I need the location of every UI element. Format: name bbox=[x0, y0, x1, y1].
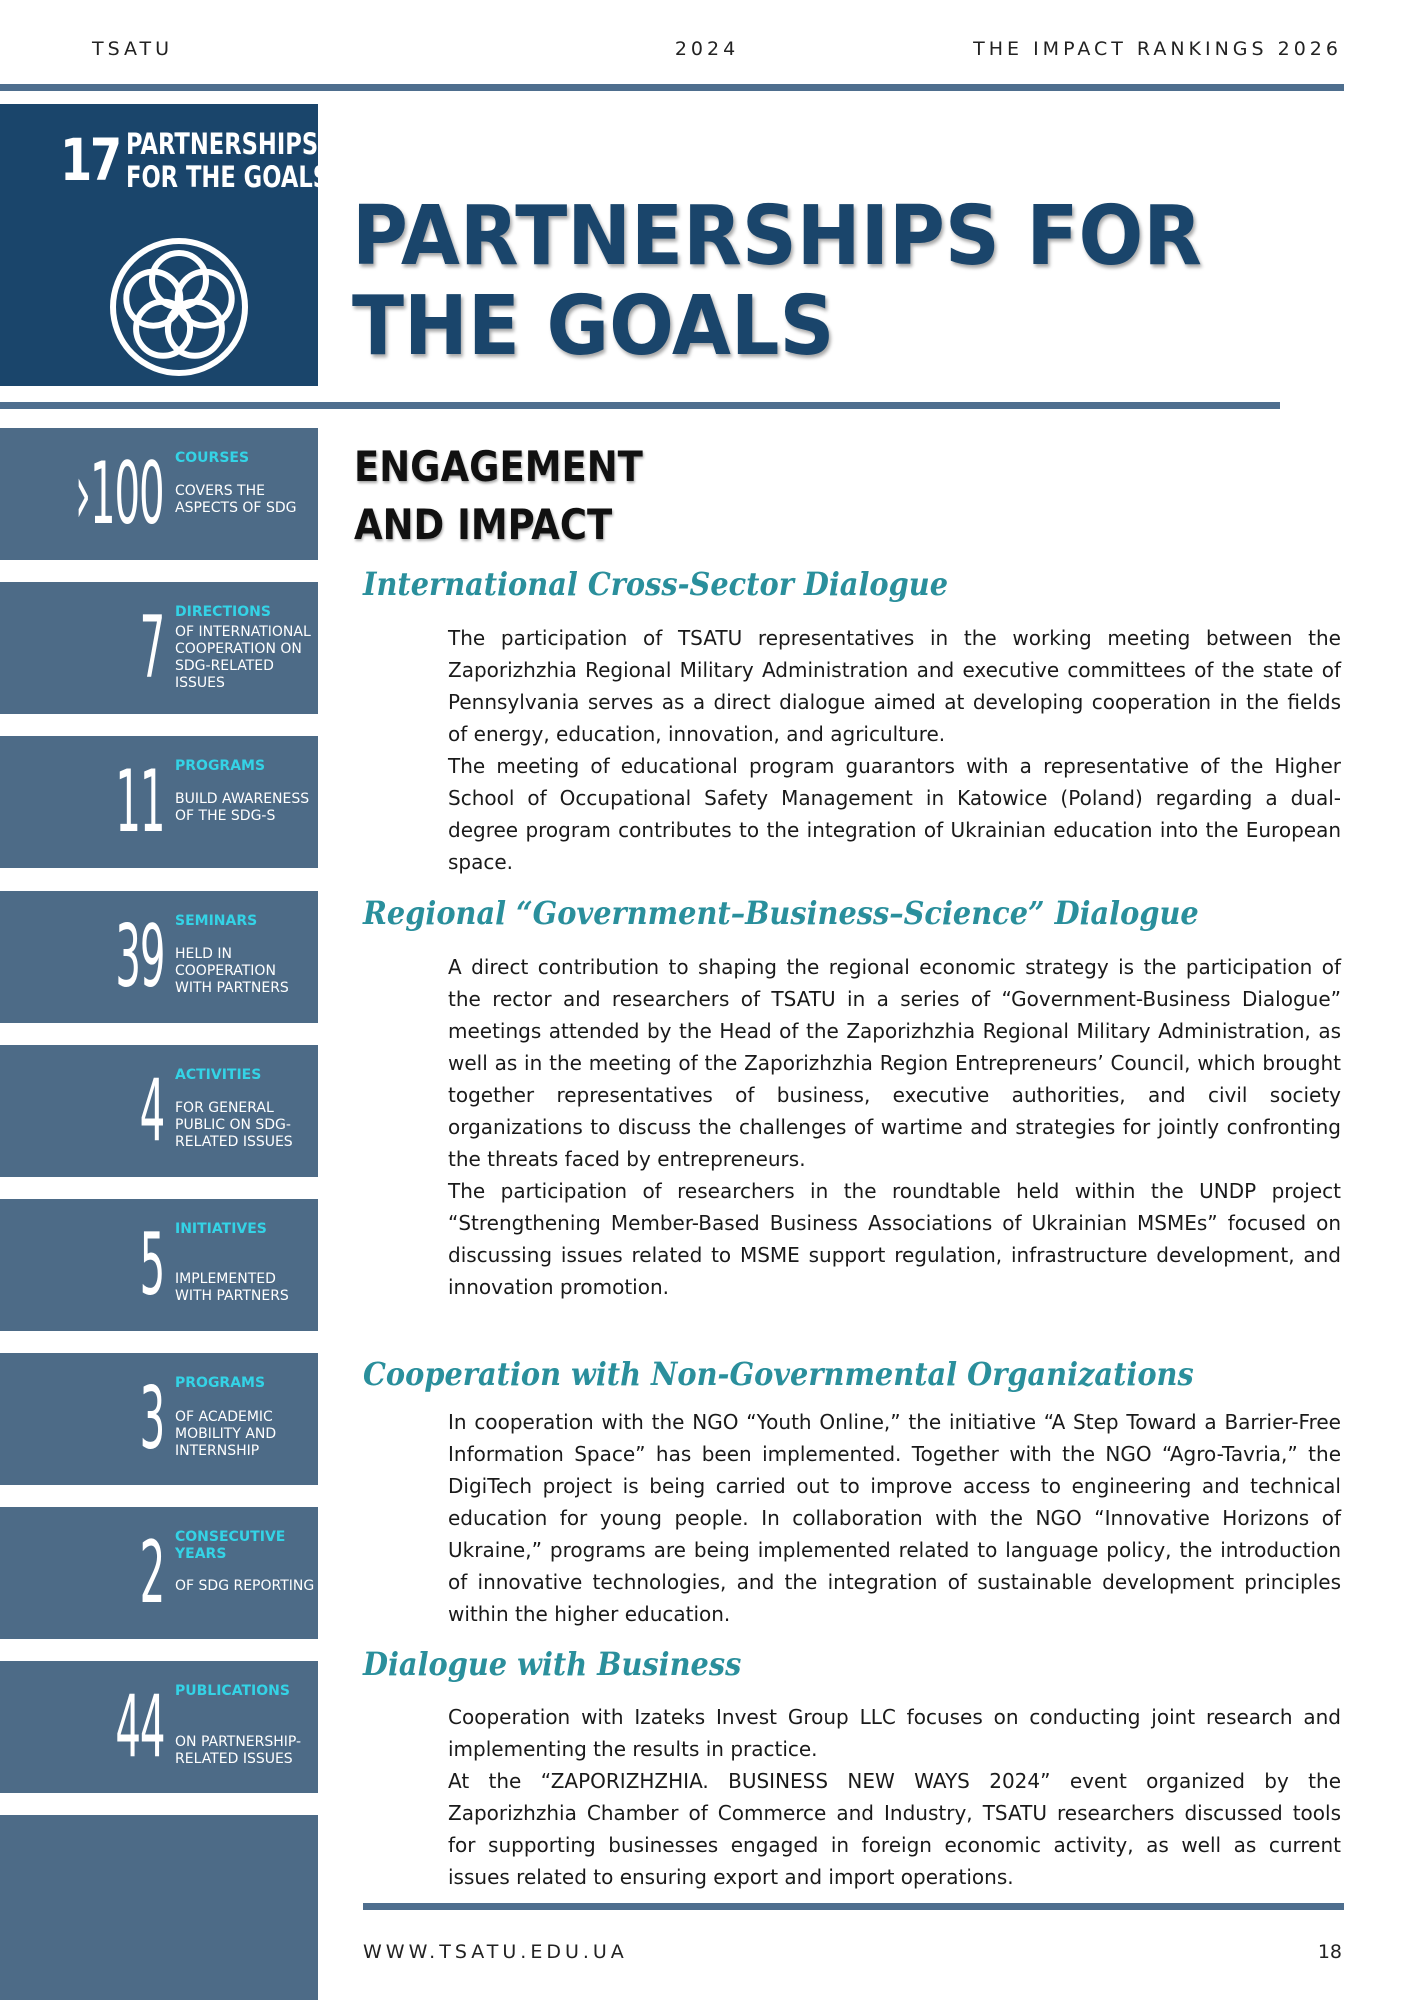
sidebar-filler bbox=[0, 1815, 318, 2000]
footer-divider bbox=[363, 1903, 1344, 1910]
section-paragraph: In cooperation with the NGO “Youth Online,” the initiative “A Step Toward a Barrier-Free Information Space” has been implemented. Together with the NGO “Agro-Tavria,” the DigiTech project is being carried out to improve access to engineering and technical education for young people. In collaboration with the NGO “Innovative Horizons of Ukraine,” programs are being implemented related to language policy, the introduction of innovative technologies, and the integration of sustainable development principles within the higher education. bbox=[448, 1410, 1341, 1626]
stat-description: OF ACADEMIC MOBILITY AND INTERNSHIP bbox=[175, 1409, 277, 1459]
page-number: 18 bbox=[1317, 1941, 1342, 1963]
stat-block-courses bbox=[0, 428, 318, 560]
section-heading: Regional “Government–Business–Science” Dialogue bbox=[363, 894, 1199, 932]
sdg-name bbox=[126, 128, 329, 194]
page-title-line2: THE GOALS bbox=[352, 279, 835, 374]
stat-block-mobility-programs bbox=[0, 1353, 318, 1485]
page-title bbox=[352, 189, 1203, 374]
engagement-heading bbox=[354, 438, 643, 554]
engagement-heading-line2: AND IMPACT bbox=[354, 500, 613, 549]
section-paragraph: At the “ZAPORIZHZHIA. BUSINESS NEW WAYS 2024” event organized by the Zaporizhzhia Chamber of Commerce and Industry, TSATU researchers discussed tools for supporting businesses engaged in foreign economic activity, as well as current issues related to ensuring export and import operations. bbox=[448, 1769, 1341, 1889]
stat-label: COURSES bbox=[175, 450, 250, 466]
stat-block-publications bbox=[0, 1661, 318, 1793]
section-paragraph: The participation of researchers in the roundtable held within the UNDP project “Strengthening Member-Based Business Associations of Ukrainian MSMEs” focused on discussing issues related to MSME support regulation, infrastructure development, and innovation promotion. bbox=[448, 1179, 1341, 1299]
header-ranking: THE IMPACT RANKINGS 2026 bbox=[973, 38, 1342, 60]
stat-number: 44 bbox=[114, 1677, 164, 1777]
section-body bbox=[448, 1701, 1341, 1893]
section-heading: Cooperation with Non-Governmental Organizations bbox=[363, 1355, 1194, 1393]
header-institution: TSATU bbox=[92, 38, 174, 60]
section-paragraph: Cooperation with Izateks Invest Group LLC focuses on conducting joint research and implementing the results in practice. bbox=[448, 1705, 1341, 1761]
stat-description: BUILD AWARENESS OF THE SDG-S bbox=[175, 791, 310, 824]
section-heading: Dialogue with Business bbox=[363, 1645, 742, 1683]
header-year: 2024 bbox=[674, 38, 740, 60]
stat-block-activities bbox=[0, 1045, 318, 1177]
section-body bbox=[448, 622, 1341, 878]
section-paragraph: The participation of TSATU representatives in the working meeting between the Zaporizhzhia Regional Military Administration and executive committees of the state of Pennsylvania serves as a direct dialogue aimed at developing cooperation in the fields of energy, education, innovation, and agriculture. bbox=[448, 626, 1341, 746]
header-divider bbox=[0, 84, 1344, 91]
sdg-number: 17 bbox=[60, 126, 120, 194]
stat-number: 7 bbox=[139, 598, 164, 698]
stat-label: PUBLICATIONS bbox=[175, 1683, 290, 1699]
stat-block-consecutive-years bbox=[0, 1507, 318, 1639]
stat-label: DIRECTIONS bbox=[175, 604, 271, 620]
page-header bbox=[0, 0, 1414, 84]
stat-block-initiatives bbox=[0, 1199, 318, 1331]
stat-label: SEMINARS bbox=[175, 913, 258, 929]
stat-label: PROGRAMS bbox=[175, 758, 266, 774]
sdg-name-line1: PARTNERSHIPS bbox=[126, 127, 319, 161]
stat-block-programs-sdg bbox=[0, 736, 318, 868]
section-body bbox=[448, 1406, 1341, 1630]
stat-number: 11 bbox=[114, 752, 164, 852]
stat-label: ACTIVITIES bbox=[175, 1067, 262, 1083]
stat-label: PROGRAMS bbox=[175, 1375, 266, 1391]
five-rings-flower-icon bbox=[108, 236, 250, 378]
stat-label: CONSECUTIVE YEARS bbox=[175, 1529, 286, 1562]
stat-description: OF INTERNATIONAL COOPERATION ON SDG-RELATED ISSUES bbox=[175, 624, 311, 691]
stat-number: 2 bbox=[139, 1523, 164, 1623]
stat-description: ON PARTNERSHIP-RELATED ISSUES bbox=[175, 1734, 302, 1767]
section-heading: International Cross-Sector Dialogue bbox=[363, 565, 949, 603]
page-title-line1: PARTNERSHIPS FOR bbox=[352, 189, 1203, 284]
stat-block-directions bbox=[0, 582, 318, 714]
stat-description: IMPLEMENTED WITH PARTNERS bbox=[175, 1271, 289, 1304]
stat-number: 4 bbox=[139, 1061, 164, 1161]
stat-number: 39 bbox=[114, 907, 164, 1007]
stat-number: 3 bbox=[139, 1369, 164, 1469]
sdg-17-tile bbox=[0, 104, 330, 386]
section-body bbox=[448, 951, 1341, 1303]
footer-website-link[interactable]: WWW.TSATU.EDU.UA bbox=[363, 1941, 628, 1963]
stat-description: OF SDG REPORTING bbox=[175, 1578, 315, 1594]
section-paragraph: A direct contribution to shaping the regional economic strategy is the participation of the rector and researchers of TSATU in a series of “Government-Business Dialogue” meetings attended by the Head of the Zaporizhzhia Regional Military Administration, as well as in the meeting of the Zaporizhzhia Region Entrepreneurs’ Council, which brought together representatives of business, executive authorities, and civil society organizations to discuss the challenges of wartime and strategies for jointly confronting the threats faced by entrepreneurs. bbox=[448, 955, 1341, 1171]
title-divider bbox=[0, 402, 1280, 409]
engagement-heading-line1: ENGAGEMENT bbox=[354, 442, 643, 491]
stat-description: COVERS THE ASPECTS OF SDG bbox=[175, 483, 297, 516]
stat-number: 5 bbox=[139, 1215, 164, 1315]
sdg-name-line2: FOR THE GOALS bbox=[126, 160, 330, 194]
stat-description: FOR GENERAL PUBLIC ON SDG-RELATED ISSUES bbox=[175, 1100, 293, 1150]
stat-label: INITIATIVES bbox=[175, 1221, 267, 1237]
section-paragraph: The meeting of educational program guarantors with a representative of the Higher School of Occupational Safety Management in Katowice (Poland) regarding a dual-degree program contributes to the integration of Ukrainian education into the European space. bbox=[448, 754, 1341, 874]
stat-number: ›100 bbox=[75, 444, 164, 544]
stat-description: HELD IN COOPERATION WITH PARTNERS bbox=[175, 946, 289, 996]
stat-block-seminars bbox=[0, 891, 318, 1023]
